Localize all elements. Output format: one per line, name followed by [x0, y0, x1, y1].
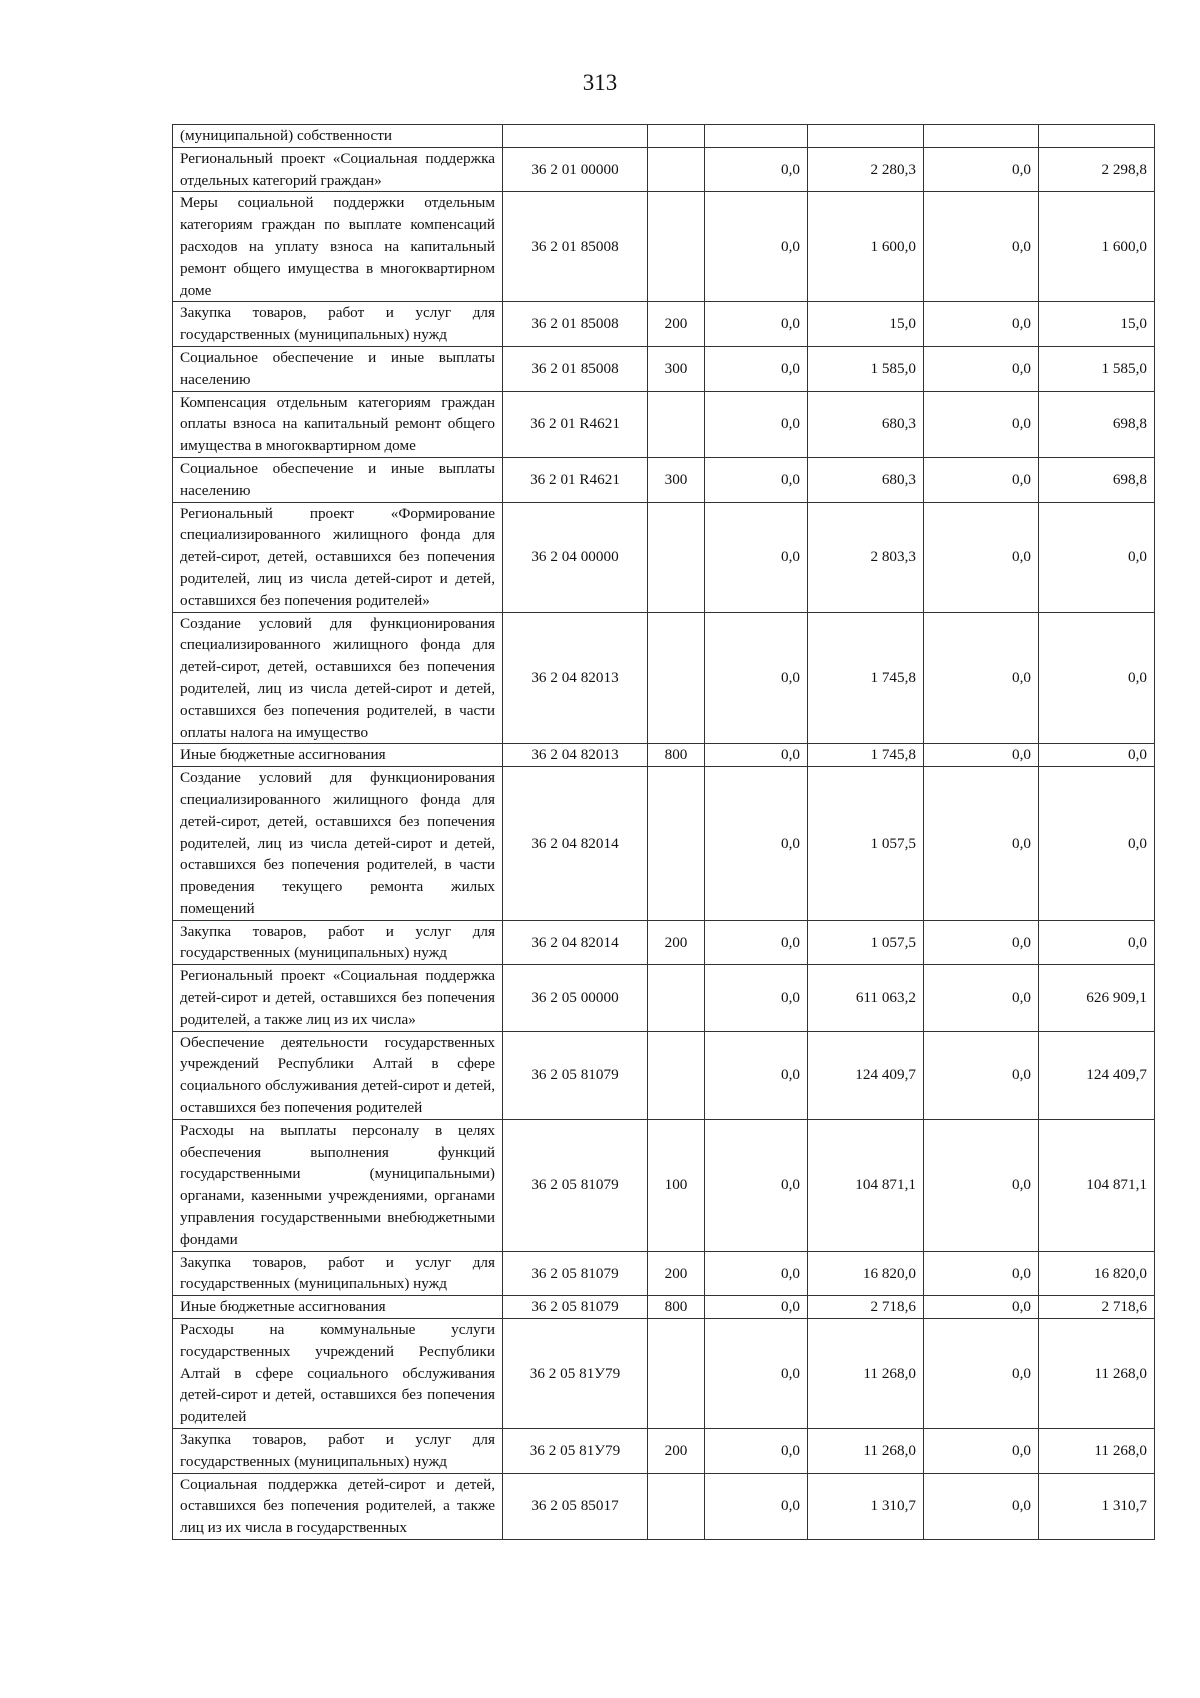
row-value-3	[924, 125, 1039, 148]
row-value-2: 1 310,7	[808, 1473, 924, 1539]
row-code: 36 2 04 82013	[503, 612, 648, 744]
row-expense-type	[648, 192, 705, 302]
row-value-3: 0,0	[924, 192, 1039, 302]
row-value-2: 1 600,0	[808, 192, 924, 302]
row-expense-type: 200	[648, 920, 705, 965]
row-expense-type: 800	[648, 744, 705, 767]
row-expense-type	[648, 147, 705, 192]
row-value-1: 0,0	[705, 147, 808, 192]
row-code	[503, 125, 648, 148]
row-code: 36 2 04 82013	[503, 744, 648, 767]
table-row	[173, 302, 1155, 347]
row-code: 36 2 01 85008	[503, 346, 648, 391]
row-code: 36 2 04 82014	[503, 767, 648, 921]
row-name: Региональный проект «Формирование специализированного жилищного фонда для детей-сирот, детей, оставшихся без попечения родителей, лиц из числа детей-сирот и детей, оставшихся без попечения родителей»	[173, 502, 503, 612]
row-expense-type: 200	[648, 1429, 705, 1474]
row-value-2: 1 585,0	[808, 346, 924, 391]
row-value-3: 0,0	[924, 1429, 1039, 1474]
row-expense-type	[648, 125, 705, 148]
row-code: 36 2 04 00000	[503, 502, 648, 612]
row-value-1: 0,0	[705, 767, 808, 921]
row-value-3: 0,0	[924, 1031, 1039, 1119]
row-value-4: 15,0	[1039, 302, 1155, 347]
row-value-2: 15,0	[808, 302, 924, 347]
row-name: Региональный проект «Социальная поддержка отдельных категорий граждан»	[173, 147, 503, 192]
row-code: 36 2 04 82014	[503, 920, 648, 965]
row-value-4: 124 409,7	[1039, 1031, 1155, 1119]
table-row	[173, 346, 1155, 391]
row-expense-type: 200	[648, 302, 705, 347]
budget-table-body	[173, 125, 1155, 1540]
row-expense-type	[648, 391, 705, 457]
row-value-1: 0,0	[705, 612, 808, 744]
row-value-1: 0,0	[705, 1031, 808, 1119]
row-name: Закупка товаров, работ и услуг для государственных (муниципальных) нужд	[173, 1251, 503, 1296]
row-value-3: 0,0	[924, 920, 1039, 965]
table-row	[173, 391, 1155, 457]
row-value-3: 0,0	[924, 744, 1039, 767]
row-value-2: 11 268,0	[808, 1319, 924, 1429]
row-value-1: 0,0	[705, 1119, 808, 1251]
row-code: 36 2 05 81079	[503, 1251, 648, 1296]
row-code: 36 2 01 85008	[503, 302, 648, 347]
row-value-1: 0,0	[705, 1296, 808, 1319]
row-value-1: 0,0	[705, 302, 808, 347]
table-row	[173, 1319, 1155, 1429]
row-value-1: 0,0	[705, 1473, 808, 1539]
row-code: 36 2 01 R4621	[503, 457, 648, 502]
row-value-4: 1 600,0	[1039, 192, 1155, 302]
row-expense-type	[648, 502, 705, 612]
budget-table	[172, 124, 1155, 1540]
row-value-4: 0,0	[1039, 767, 1155, 921]
row-expense-type: 200	[648, 1251, 705, 1296]
table-row	[173, 1296, 1155, 1319]
row-value-3: 0,0	[924, 1119, 1039, 1251]
row-value-2: 680,3	[808, 457, 924, 502]
row-value-4: 698,8	[1039, 457, 1155, 502]
row-name: Расходы на выплаты персоналу в целях обеспечения выполнения функций государственными (муниципальными) органами, казенными учреждениями, органами управления государственными внебюджетными фондами	[173, 1119, 503, 1251]
row-code: 36 2 05 00000	[503, 965, 648, 1031]
row-value-2: 2 803,3	[808, 502, 924, 612]
table-row	[173, 744, 1155, 767]
row-value-4: 1 310,7	[1039, 1473, 1155, 1539]
row-value-1: 0,0	[705, 965, 808, 1031]
table-row	[173, 1429, 1155, 1474]
row-name: (муниципальной) собственности	[173, 125, 503, 148]
row-value-3: 0,0	[924, 1473, 1039, 1539]
row-name: Социальная поддержка детей-сирот и детей, оставшихся без попечения родителей, а также лиц из их числа в государственных	[173, 1473, 503, 1539]
row-value-4: 16 820,0	[1039, 1251, 1155, 1296]
row-name: Региональный проект «Социальная поддержка детей-сирот и детей, оставшихся без попечения родителей, а также лиц из их числа»	[173, 965, 503, 1031]
row-name: Социальное обеспечение и иные выплаты населению	[173, 457, 503, 502]
row-expense-type	[648, 767, 705, 921]
row-value-1: 0,0	[705, 744, 808, 767]
table-row	[173, 965, 1155, 1031]
row-value-2: 1 745,8	[808, 612, 924, 744]
row-value-4: 11 268,0	[1039, 1319, 1155, 1429]
row-value-3: 0,0	[924, 612, 1039, 744]
table-row	[173, 125, 1155, 148]
row-value-1: 0,0	[705, 1319, 808, 1429]
row-value-2: 1 745,8	[808, 744, 924, 767]
row-expense-type: 800	[648, 1296, 705, 1319]
row-value-3: 0,0	[924, 147, 1039, 192]
row-expense-type: 100	[648, 1119, 705, 1251]
row-value-3: 0,0	[924, 1319, 1039, 1429]
row-value-1: 0,0	[705, 502, 808, 612]
row-name: Меры социальной поддержки отдельным категориям граждан по выплате компенсаций расходов на уплату взноса на капитальный ремонт общего имущества в многоквартирном доме	[173, 192, 503, 302]
row-name: Закупка товаров, работ и услуг для государственных (муниципальных) нужд	[173, 302, 503, 347]
row-value-2: 104 871,1	[808, 1119, 924, 1251]
row-expense-type	[648, 1473, 705, 1539]
row-value-1: 0,0	[705, 1251, 808, 1296]
row-name: Иные бюджетные ассигнования	[173, 1296, 503, 1319]
row-value-1: 0,0	[705, 920, 808, 965]
row-code: 36 2 01 R4621	[503, 391, 648, 457]
row-code: 36 2 01 85008	[503, 192, 648, 302]
row-code: 36 2 01 00000	[503, 147, 648, 192]
row-value-1: 0,0	[705, 391, 808, 457]
row-code: 36 2 05 81079	[503, 1119, 648, 1251]
row-value-1: 0,0	[705, 1429, 808, 1474]
row-expense-type	[648, 965, 705, 1031]
row-name: Закупка товаров, работ и услуг для государственных (муниципальных) нужд	[173, 1429, 503, 1474]
row-value-2: 1 057,5	[808, 920, 924, 965]
table-row	[173, 502, 1155, 612]
row-value-2: 2 718,6	[808, 1296, 924, 1319]
row-value-2: 611 063,2	[808, 965, 924, 1031]
row-name: Закупка товаров, работ и услуг для государственных (муниципальных) нужд	[173, 920, 503, 965]
row-value-4: 0,0	[1039, 920, 1155, 965]
row-value-2: 124 409,7	[808, 1031, 924, 1119]
row-expense-type	[648, 612, 705, 744]
row-value-4: 104 871,1	[1039, 1119, 1155, 1251]
row-value-3: 0,0	[924, 346, 1039, 391]
row-name: Иные бюджетные ассигнования	[173, 744, 503, 767]
row-value-4: 626 909,1	[1039, 965, 1155, 1031]
row-name: Компенсация отдельным категориям граждан оплаты взноса на капитальный ремонт общего имущества в многоквартирном доме	[173, 391, 503, 457]
table-row	[173, 1031, 1155, 1119]
row-name: Социальное обеспечение и иные выплаты населению	[173, 346, 503, 391]
row-expense-type: 300	[648, 346, 705, 391]
row-name: Расходы на коммунальные услуги государственных учреждений Республики Алтай в сфере социального обслуживания детей-сирот и детей, оставшихся без попечения родителей	[173, 1319, 503, 1429]
table-row	[173, 920, 1155, 965]
table-row	[173, 767, 1155, 921]
row-value-3: 0,0	[924, 391, 1039, 457]
row-value-2: 680,3	[808, 391, 924, 457]
row-value-1	[705, 125, 808, 148]
row-value-3: 0,0	[924, 502, 1039, 612]
row-code: 36 2 05 81079	[503, 1031, 648, 1119]
row-value-3: 0,0	[924, 302, 1039, 347]
row-value-4: 2 718,6	[1039, 1296, 1155, 1319]
row-value-3: 0,0	[924, 1251, 1039, 1296]
page-number: 313	[582, 70, 618, 95]
row-code: 36 2 05 81У79	[503, 1429, 648, 1474]
row-code: 36 2 05 81079	[503, 1296, 648, 1319]
row-value-3: 0,0	[924, 965, 1039, 1031]
row-value-4: 0,0	[1039, 612, 1155, 744]
table-row	[173, 1251, 1155, 1296]
row-expense-type	[648, 1319, 705, 1429]
table-row	[173, 192, 1155, 302]
row-expense-type	[648, 1031, 705, 1119]
row-name: Создание условий для функционирования специализированного жилищного фонда для детей-сирот, детей, оставшихся без попечения родителей, лиц из числа детей-сирот и детей, оставшихся без попечения родителей, в части проведения текущего ремонта жилых помещений	[173, 767, 503, 921]
row-value-3: 0,0	[924, 1296, 1039, 1319]
table-row	[173, 612, 1155, 744]
row-code: 36 2 05 81У79	[503, 1319, 648, 1429]
table-row	[173, 1119, 1155, 1251]
table-row	[173, 147, 1155, 192]
table-row	[173, 457, 1155, 502]
row-value-2: 11 268,0	[808, 1429, 924, 1474]
row-value-4: 11 268,0	[1039, 1429, 1155, 1474]
row-value-2: 2 280,3	[808, 147, 924, 192]
row-name: Обеспечение деятельности государственных учреждений Республики Алтай в сфере социального обслуживания детей-сирот и детей, оставшихся без попечения родителей	[173, 1031, 503, 1119]
row-value-3: 0,0	[924, 457, 1039, 502]
row-value-4: 1 585,0	[1039, 346, 1155, 391]
row-code: 36 2 05 85017	[503, 1473, 648, 1539]
row-value-2	[808, 125, 924, 148]
row-value-4: 0,0	[1039, 744, 1155, 767]
row-value-3: 0,0	[924, 767, 1039, 921]
row-name: Создание условий для функционирования специализированного жилищного фонда для детей-сирот, детей, оставшихся без попечения родителей, лиц из числа детей-сирот и детей, оставшихся без попечения родителей, в части оплаты налога на имущество	[173, 612, 503, 744]
row-value-4: 2 298,8	[1039, 147, 1155, 192]
row-expense-type: 300	[648, 457, 705, 502]
row-value-2: 1 057,5	[808, 767, 924, 921]
table-row	[173, 1473, 1155, 1539]
row-value-4: 0,0	[1039, 502, 1155, 612]
row-value-1: 0,0	[705, 192, 808, 302]
row-value-2: 16 820,0	[808, 1251, 924, 1296]
row-value-4: 698,8	[1039, 391, 1155, 457]
row-value-4	[1039, 125, 1155, 148]
row-value-1: 0,0	[705, 457, 808, 502]
row-value-1: 0,0	[705, 346, 808, 391]
